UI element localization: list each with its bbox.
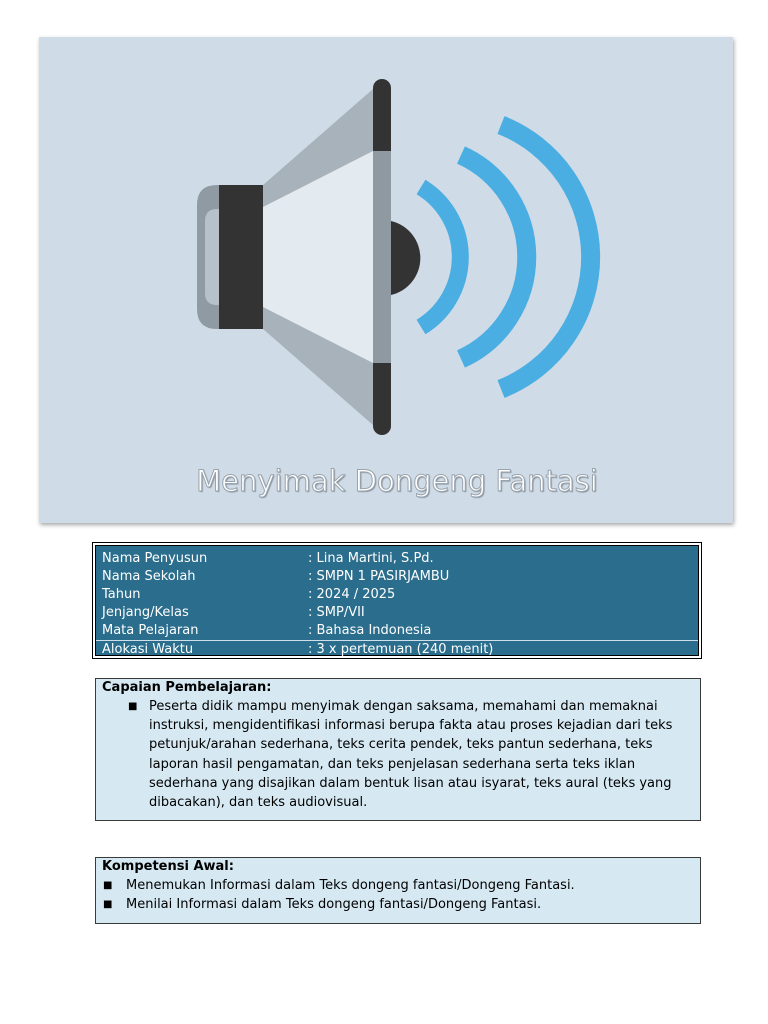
cover-image: [39, 37, 733, 523]
info-row-jenjang: [96, 604, 698, 622]
info-row-penyusun: [96, 550, 698, 568]
info-value: : 3 x pertemuan (240 menit): [308, 642, 494, 657]
capaian-list: [96, 697, 700, 812]
identity-table-body: [95, 545, 699, 656]
list-item-text: Menilai Informasi dalam Teks dongeng fantasi/Dongeng Fantasi.: [126, 897, 542, 912]
info-value: : SMPN 1 PASIRJAMBU: [308, 569, 450, 584]
list-item: [96, 895, 700, 914]
info-row-alokasi: [96, 640, 698, 659]
kompetensi-awal-panel: [95, 857, 701, 924]
info-label: Nama Sekolah: [102, 569, 196, 584]
info-label: Jenjang/Kelas: [102, 605, 189, 620]
info-label: Tahun: [102, 587, 141, 602]
identity-table: [92, 542, 702, 659]
capaian-pembelajaran-panel: [95, 678, 701, 821]
info-label: Alokasi Waktu: [102, 642, 194, 657]
info-value: : Lina Martini, S.Pd.: [308, 551, 434, 566]
list-item: [96, 697, 700, 812]
info-label: Nama Penyusun: [102, 551, 208, 566]
info-row-tahun: [96, 586, 698, 604]
square-bullet-icon: ■: [103, 899, 113, 910]
kompetensi-heading: Kompetensi Awal:: [102, 859, 234, 874]
kompetensi-list: [96, 876, 700, 914]
info-value: : SMP/VII: [308, 605, 365, 620]
info-value: : Bahasa Indonesia: [308, 623, 432, 638]
cover-title: Menyimak Dongeng Fantasi: [196, 464, 598, 498]
info-row-sekolah: [96, 568, 698, 586]
info-row-mapel: [96, 622, 698, 640]
list-item-text: Menemukan Informasi dalam Teks dongeng fantasi/Dongeng Fantasi.: [126, 878, 575, 893]
square-bullet-icon: ■: [128, 701, 138, 712]
list-item: [96, 876, 700, 895]
info-label: Mata Pelajaran: [102, 623, 199, 638]
square-bullet-icon: ■: [103, 880, 113, 891]
list-item-text: Peserta didik mampu menyimak dengan saksama, memahami dan memaknai instruksi, mengidentifikasi informasi berupa fakta atau proses kejadian dari teks petunjuk/arahan sederhana, teks cerita pendek, teks pantun sederhana, teks laporan hasil pengamatan, dan teks penjelasan sederhana serta teks iklan sederhana yang disajikan dalam bentuk lisan atau isyarat, teks aural (teks yang dibacakan), dan teks audiovisual.: [149, 699, 673, 811]
speaker-volume-icon: [39, 37, 733, 523]
info-value: : 2024 / 2025: [308, 587, 396, 602]
capaian-heading: Capaian Pembelajaran:: [102, 680, 272, 695]
